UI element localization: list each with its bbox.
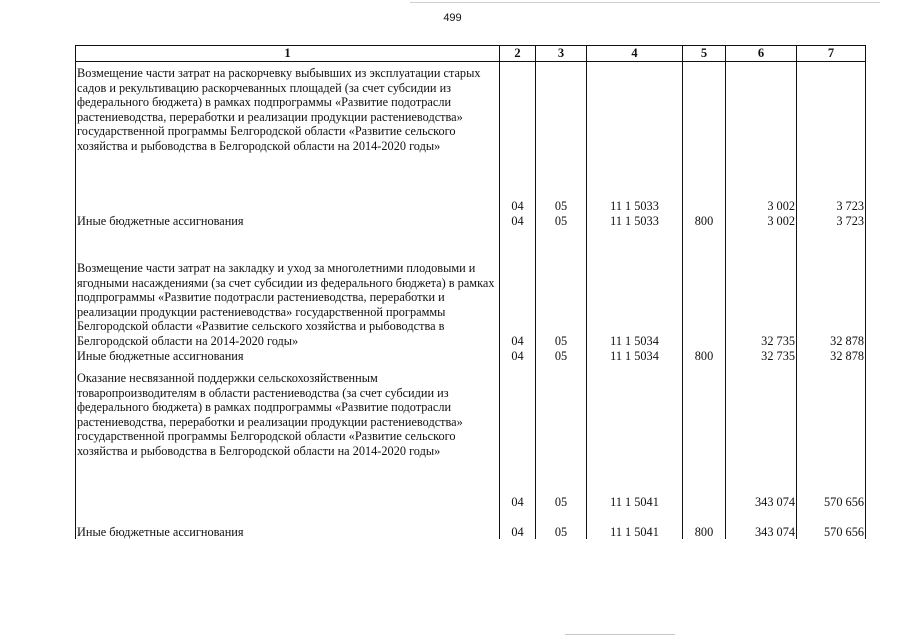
row-csr: 11 1 5041 — [587, 363, 683, 509]
row-sum-2: 3 723 — [797, 213, 866, 228]
header-col-4: 4 — [587, 46, 683, 62]
row-vr — [683, 62, 726, 214]
row-rz: 04 — [500, 62, 536, 214]
row-sum-1: 343 074 — [726, 509, 797, 539]
row-csr: 11 1 5041 — [587, 509, 683, 539]
row-csr: 11 1 5034 — [587, 348, 683, 363]
row-vr: 800 — [683, 213, 726, 228]
header-col-2: 2 — [500, 46, 536, 62]
row-sum-1: 3 002 — [726, 213, 797, 228]
scan-artifact-top — [410, 2, 880, 3]
row-vr — [683, 363, 726, 509]
row-sum-2: 32 878 — [797, 348, 866, 363]
row-rz: 04 — [500, 348, 536, 363]
header-col-7: 7 — [797, 46, 866, 62]
row-name: Возмещение части затрат на закладку и уход за многолетними плодовыми и ягодными насаждениями (за счет субсидии из федерального бюджета) в рамках подпрограммы «Развитие подотрасли растениеводства, переработки и реализации продукции растениеводства» государственной программы Белгородской области «Развитие сельского хозяйства и рыбоводства в Белгородской области на 2014-2020 годы» — [76, 228, 500, 348]
row-rz: 04 — [500, 228, 536, 348]
row-pr: 05 — [536, 228, 587, 348]
table-header — [76, 46, 866, 62]
row-pr: 05 — [536, 213, 587, 228]
row-sum-2: 570 656 — [797, 363, 866, 509]
budget-table — [75, 45, 866, 539]
row-pr: 05 — [536, 363, 587, 509]
row-sum-1: 32 735 — [726, 348, 797, 363]
row-pr: 05 — [536, 62, 587, 214]
row-csr: 11 1 5033 — [587, 62, 683, 214]
row-pr: 05 — [536, 348, 587, 363]
row-name: Оказание несвязанной поддержки сельскохозяйственным товаропроизводителям в области растениеводства (за счет субсидии из федерального бюджета) в рамках подпрограммы «Развитие подотрасли растениеводства, переработки и реализации продукции растениеводства» государственной программы Белгородской области «Развитие сельского хозяйства и рыбоводства в Белгородской области на 2014-2020 годы» — [76, 363, 500, 509]
row-name: Иные бюджетные ассигнования — [76, 348, 500, 363]
page-number: 499 — [443, 12, 462, 24]
row-csr: 11 1 5033 — [587, 213, 683, 228]
header-col-3: 3 — [536, 46, 587, 62]
row-pr: 05 — [536, 509, 587, 539]
row-sum-2: 32 878 — [797, 228, 866, 348]
row-sum-2: 570 656 — [797, 509, 866, 539]
table-row — [76, 509, 866, 539]
table-body — [76, 62, 866, 540]
row-vr — [683, 228, 726, 348]
row-sum-1: 3 002 — [726, 62, 797, 214]
scan-artifact-bottom — [565, 634, 675, 635]
table-row — [76, 228, 866, 348]
row-vr: 800 — [683, 348, 726, 363]
row-name: Возмещение части затрат на раскорчевку выбывших из эксплуатации старых садов и рекультивацию раскорчеванных площадей (за счет субсидии из федерального бюджета) в рамках подпрограммы «Развитие подотрасли растениеводства, переработки и реализации продукции растениеводства» государственной программы Белгородской области «Развитие сельского хозяйства и рыбоводства в Белгородской области на 2014-2020 годы» — [76, 62, 500, 214]
row-name: Иные бюджетные ассигнования — [76, 509, 500, 539]
header-row — [76, 46, 866, 62]
row-name: Иные бюджетные ассигнования — [76, 213, 500, 228]
table-row — [76, 363, 866, 509]
row-rz: 04 — [500, 213, 536, 228]
row-rz: 04 — [500, 363, 536, 509]
header-col-5: 5 — [683, 46, 726, 62]
row-sum-1: 32 735 — [726, 228, 797, 348]
row-sum-1: 343 074 — [726, 363, 797, 509]
row-csr: 11 1 5034 — [587, 228, 683, 348]
header-col-1: 1 — [76, 46, 500, 62]
header-col-6: 6 — [726, 46, 797, 62]
row-sum-2: 3 723 — [797, 62, 866, 214]
row-rz: 04 — [500, 509, 536, 539]
row-vr: 800 — [683, 509, 726, 539]
table-row — [76, 213, 866, 228]
table-row — [76, 348, 866, 363]
table-row — [76, 62, 866, 214]
